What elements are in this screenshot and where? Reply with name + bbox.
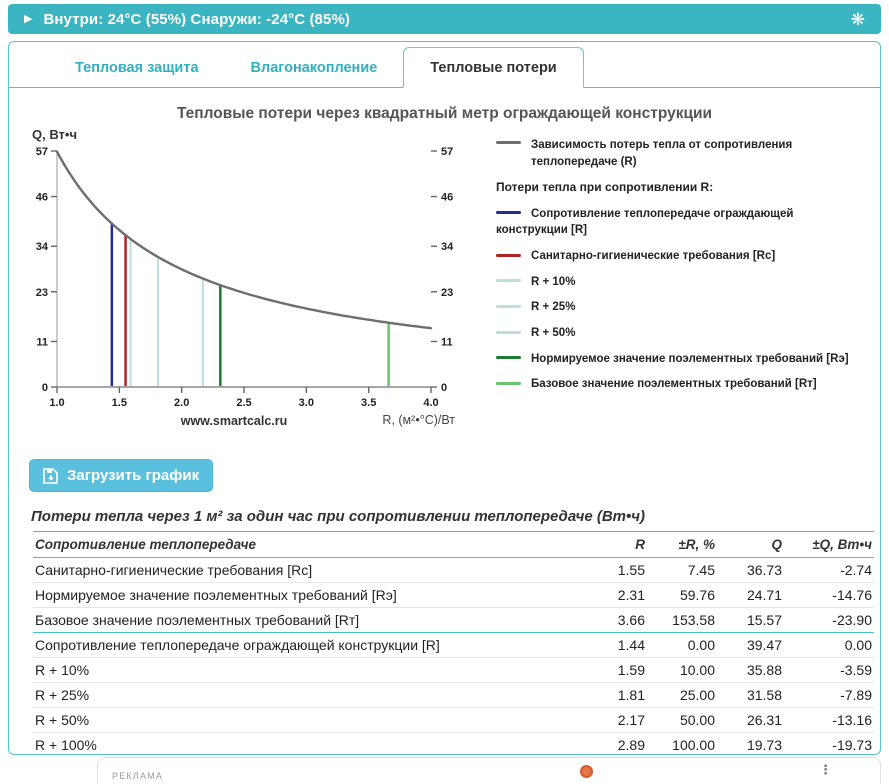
legend-marker [496,279,521,282]
col-r: R [577,532,647,558]
legend-marker [496,254,521,257]
tab-thermal-protection[interactable]: Тепловая защита [75,60,199,76]
row-value: 7.45 [687,562,715,578]
row-value: 1.59 [577,658,647,683]
x-tick-label: 3.0 [298,397,314,409]
y-tick-label: 23 [35,286,48,299]
snowflake-icon: ❋ [850,9,865,29]
y-tick-label: 34 [441,241,454,254]
row-value: 26.31 [717,708,784,733]
row-value: 2.89 [577,733,647,756]
y-tick-label: 23 [441,286,454,299]
row-label: R + 25% [33,683,577,708]
row-value: 50.00 [647,708,717,733]
table-row [33,583,874,608]
row-value: 0.00 [647,633,717,658]
ad-brand-icon [580,765,593,778]
legend-item: R + 25% [496,299,862,316]
results-card [8,41,881,755]
row-value: -19.73 [784,733,874,756]
legend-marker [496,356,521,359]
y-axis-label: Q, Вт•ч [32,127,78,142]
download-chart-button[interactable] [29,459,213,492]
row-label: Нормируемое значение поэлементных требований [Rэ] [33,583,577,608]
row-value: 59.76 [647,583,717,608]
row-value: -3.59 [784,658,874,683]
legend-marker [496,211,521,214]
conditions-bar[interactable] [8,4,881,34]
col-dq: ±Q, Вт•ч [784,532,874,558]
y-tick-label: 46 [35,191,48,204]
row-value: 1.44 [577,633,647,658]
row-label: Базовое значение поэлементных требований [Rт] [33,608,577,633]
ad-strip [97,757,881,784]
tab-heat-losses[interactable]: Тепловые потери [403,47,583,88]
row-value: 35.88 [717,658,784,683]
row-value: -23.90 [784,608,874,633]
y-tick-label: 11 [441,336,453,349]
x-tick-label: 4.0 [423,397,439,409]
table-row [33,558,874,583]
x-tick-label: 1.0 [49,397,65,409]
legend-item: Сопротивление теплопередаче ограждающей конструкции [R] [496,207,794,237]
legend-item: Зависимость потерь тепла от сопротивления теплопередаче (R) [496,137,862,170]
legend-marker [496,141,521,144]
table-row [33,608,874,633]
tab-bar [9,47,880,88]
x-tick-label: 1.5 [111,397,127,409]
x-tick-label: 2.0 [174,397,190,409]
row-value: 153.58 [647,608,717,633]
x-axis-label: R, (м²•°С)/Вт [382,413,455,427]
row-label: Санитарно-гигиенические требования [Rc] [35,562,313,578]
heat-loss-chart [24,125,486,447]
row-value: 25.00 [647,683,717,708]
chart-legend [486,125,880,402]
y-tick-label: 57 [441,146,454,158]
y-tick-label: 57 [35,146,48,158]
expand-triangle-icon: ▶ [24,12,33,25]
row-value: -13.16 [784,708,874,733]
col-q: Q [717,532,784,558]
row-value: 24.71 [717,583,784,608]
ad-label: РЕКЛАМА [112,771,164,781]
conditions-text: Внутри: 24°C (55%) Снаружи: -24°C (85%) [43,10,350,28]
row-value: 2.31 [577,583,647,608]
col-resistance: Сопротивление теплопередаче [33,532,577,558]
table-row [33,633,874,658]
row-value: 100.00 [647,733,717,756]
row-value: 0.00 [784,633,874,658]
y-tick-label: 34 [35,241,48,254]
legend-item: Санитарно-гигиенические требования [Rc] [496,248,862,265]
row-value: 15.57 [717,608,784,633]
legend-item: Нормируемое значение поэлементных требований [Rэ] [496,351,862,368]
legend-section-label: Потери тепла при сопротивлении R: [496,180,714,195]
row-value: 31.58 [717,683,784,708]
y-tick-label: 11 [36,336,48,349]
legend-item: R + 10% [496,274,862,291]
y-tick-label: 46 [441,191,454,204]
row-value: 1.55 [617,562,645,578]
col-dr: ±R, % [647,532,717,558]
row-value: -2.74 [840,562,872,578]
row-value: 2.17 [577,708,647,733]
row-label: Сопротивление теплопередаче ограждающей конструкции [R] [33,633,577,658]
legend-marker [496,331,521,334]
table-row [33,658,874,683]
row-value: 3.66 [577,608,647,633]
chart-area [9,125,880,447]
chart-title: Тепловые потери через квадратный метр ограждающей конструкции [176,105,713,122]
table-row [33,708,874,733]
watermark: www.smartcalc.ru [180,414,288,428]
row-label: R + 50% [33,708,577,733]
download-chart-label: Загрузить график [67,467,200,484]
x-tick-label: 2.5 [236,397,252,409]
legend-marker [496,305,521,308]
table-header-row [33,532,874,558]
row-label: R + 10% [33,658,577,683]
tab-moisture-accumulation[interactable]: Влагонакопление [250,60,378,76]
legend-item: R + 50% [496,325,862,342]
ad-options-icon[interactable]: ⋮ [819,762,832,777]
row-label: R + 100% [33,733,577,756]
legend-marker [496,382,521,385]
y-tick-label: 0 [41,382,48,394]
table-row [33,733,874,756]
save-download-icon [43,468,59,484]
table-title: Потери тепла через 1 м² за один час при сопротивлении теплопередаче (Вт•ч) [31,508,646,525]
heat-loss-table [33,531,874,755]
row-value: -14.76 [784,583,874,608]
row-value: 10.00 [647,658,717,683]
x-tick-label: 3.5 [361,397,377,409]
row-value: 19.73 [717,733,784,756]
row-value: 36.73 [746,562,782,578]
row-value: -7.89 [784,683,874,708]
row-value: 39.47 [717,633,784,658]
legend-item: Базовое значение поэлементных требований [Rт] [496,376,862,393]
y-tick-label: 0 [441,382,448,394]
table-row [33,683,874,708]
row-value: 1.81 [577,683,647,708]
